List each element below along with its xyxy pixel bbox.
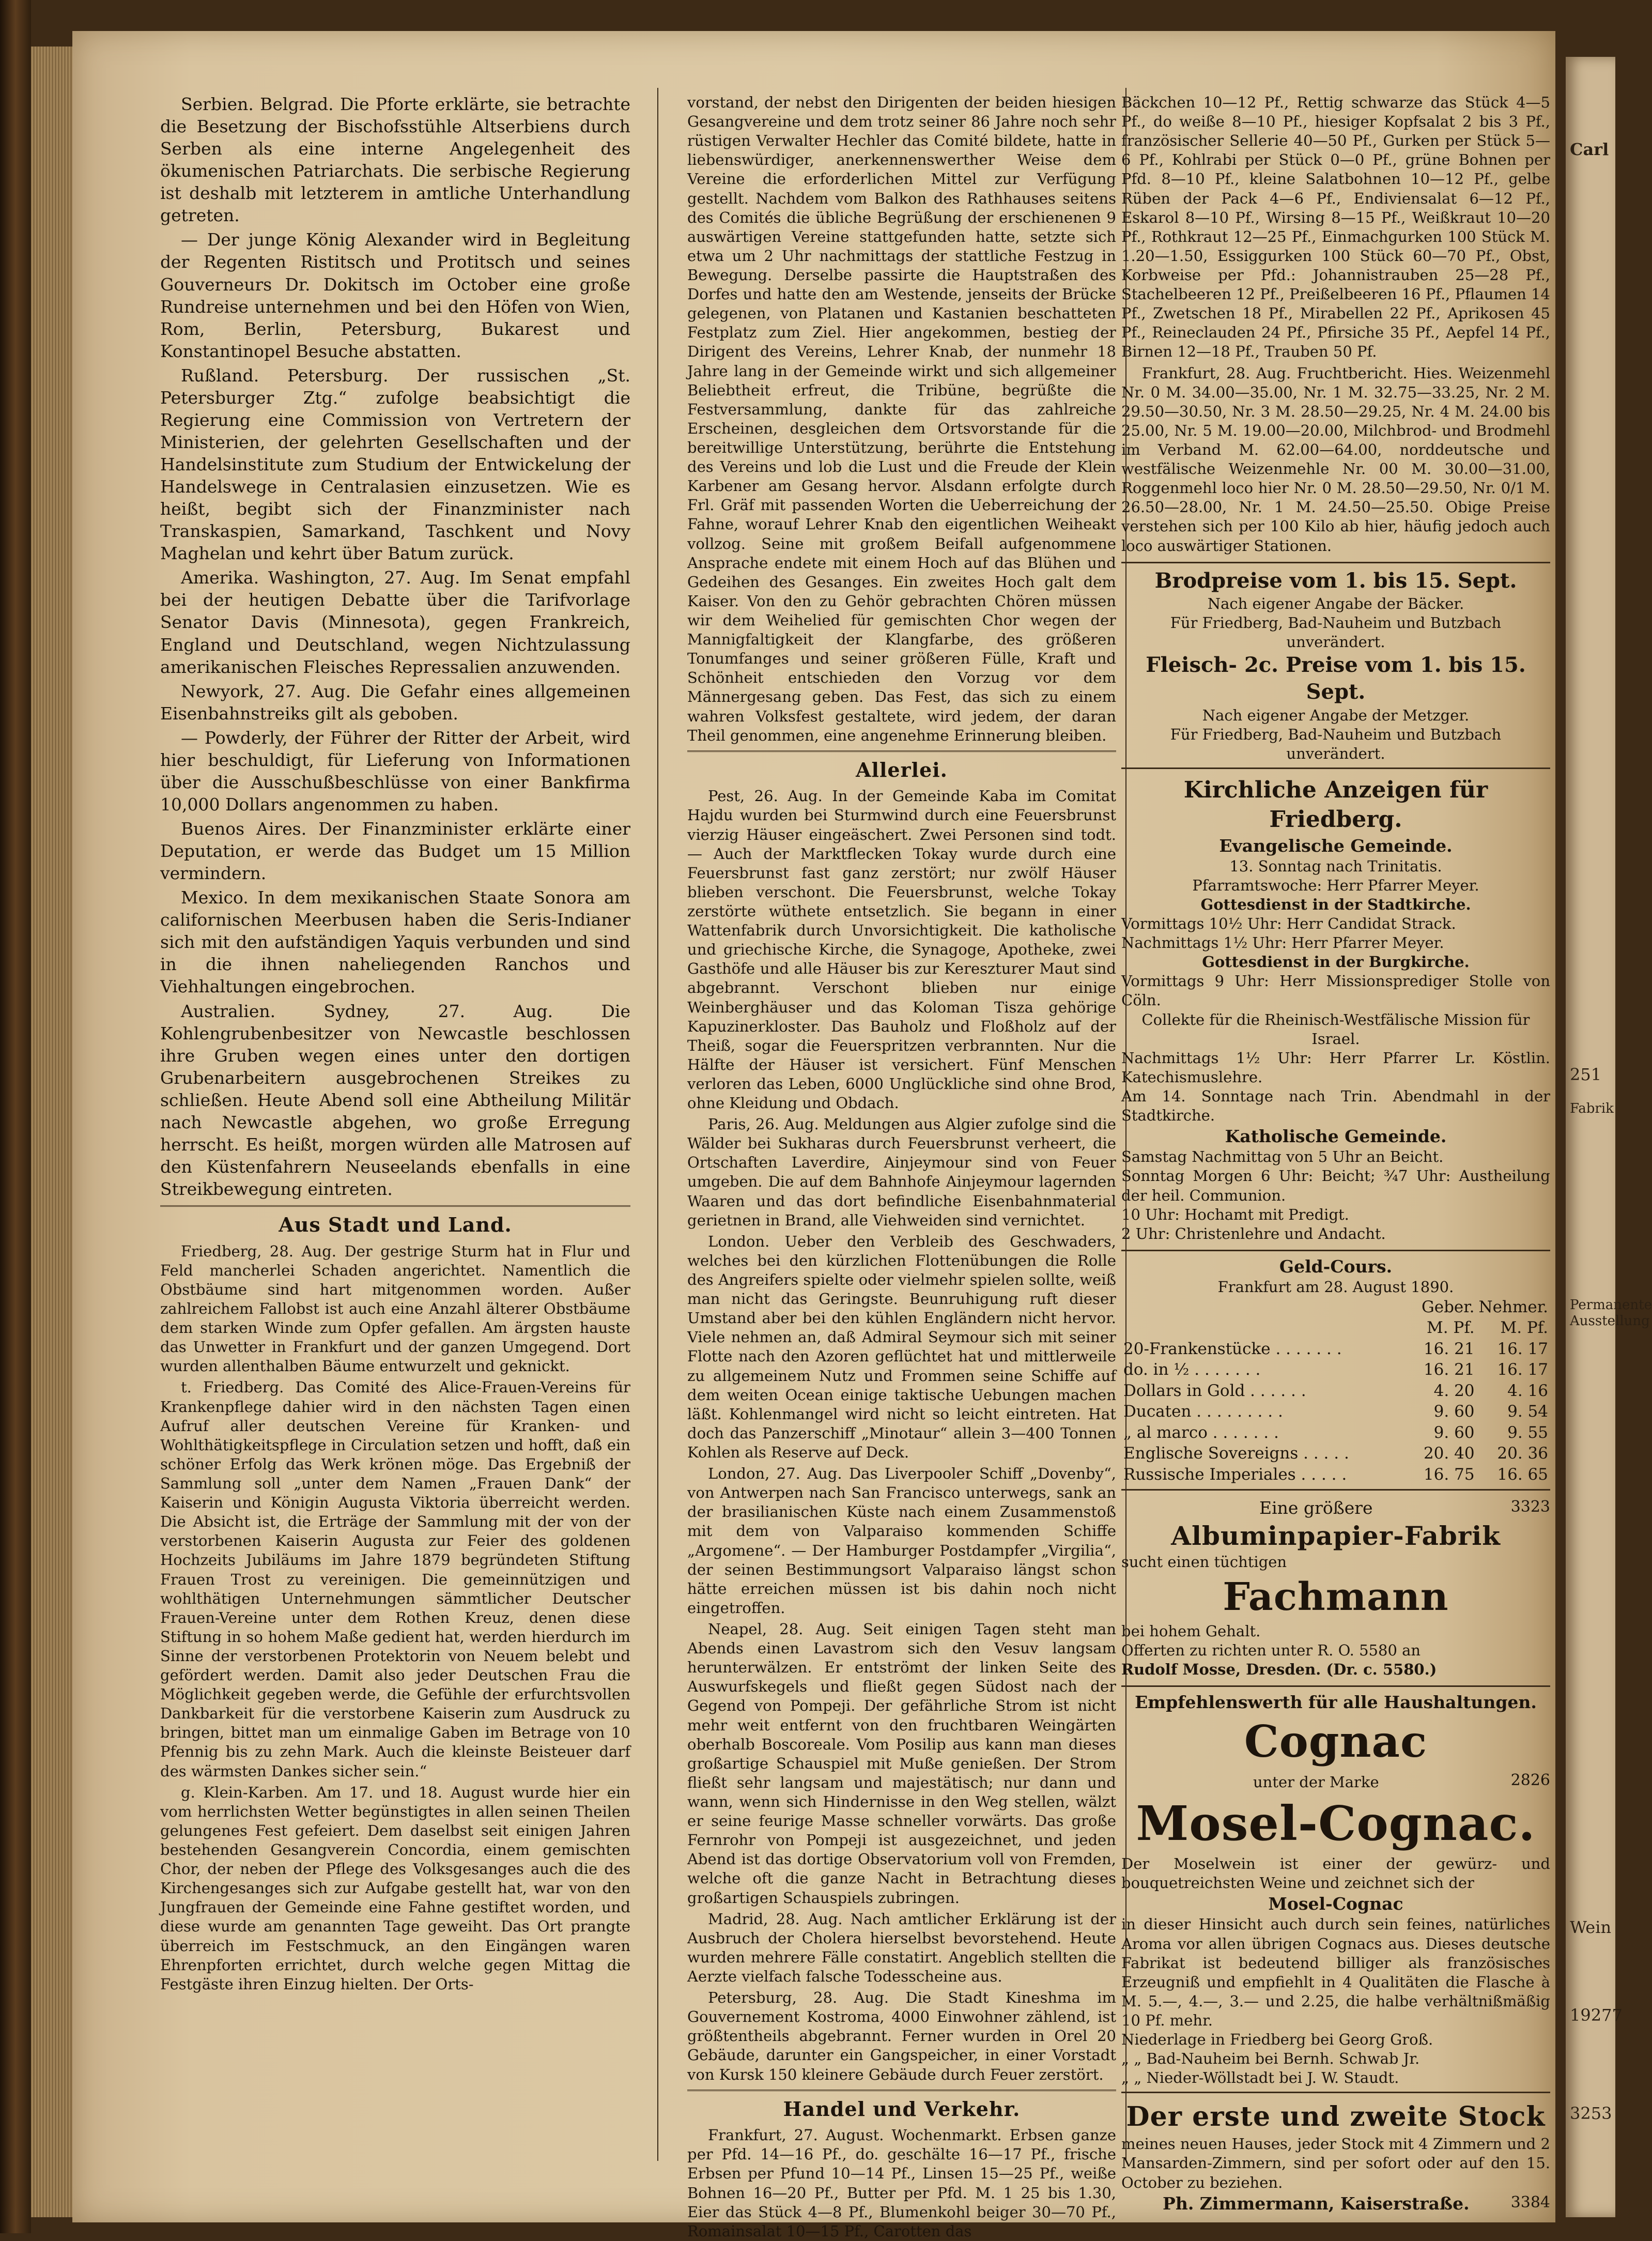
evangelical-title: Evangelische Gemeinde.: [1219, 835, 1453, 856]
article-petersburg: Petersburg, 28. Aug. Die Stadt Kineshma im Gouvernement Kostroma, 4000 Einwohner zählend, ist größtentheils abgebrannt. Ferner wurden in Orel 20 Gebäude, darunter ein Gangspeicher, in einer Vorstadt von Kursk 150 kleinere Gebäude durch Feuer zerstört.: [687, 1989, 1116, 2083]
article-alice-verein: t. Friedberg. Das Comité des Alice-Frauen-Vereins für Krankenpflege dahier wird in den nächsten Tagen einen Aufruf aller deutschen Vereine für Kranken- und Wohlthätigkeitspflege in Circulation setzen und hofft, daß ein schöner Erfolg das Werk krönen möge. Das Ergebniß der Sammlung soll „unter dem Namen „Frauen Dank“ der Kaiserin und Königin Augusta Viktoria überreicht werden. Die Absicht ist, die Erträge der Sammlung mit der von der verstorbenen Kaiserin Augusta zur Feier des goldenen Hochzeits Jubiläums im Jahre 1879 begründeten Stiftung Frauen Trost zu vereinigen. Die gemeinnützigen und wohlthätigen Unternehmungen sämmtlicher Deutscher Frauen-Vereine unter dem Rothen Kreuz, denen diese Stiftung in so hohem Maße gedient hat, werden hierdurch im Sinne der verstorbenen Protektorin von Neuem belebt und gefördert werden. Damit also jeder Deutschen Frau die Möglichkeit gegeben werde, die Gefühle der erfurchtsvollen Dankbarkeit für die verstorbene Kaiserin zum Ausdruck zu bringen, bittet man um einmalige Gaben im Betrage von 10 Pfennig bis zu zehn Mark. Auch die kleinste Beisteuer darf des wärmsten Dankes sicher sein.“: [160, 1378, 630, 1780]
ad-albumin-line-3: Rudolf Mosse, Dresden. (Dr. c. 5580.): [1121, 1661, 1437, 1679]
currency-ask: 4. 16: [1507, 1381, 1548, 1400]
church-notices: [1121, 775, 1550, 1244]
adjacent-fragment: Permanente Ausstellung: [1570, 1297, 1652, 1329]
ad-albumin-line-2: Offerten zu richten unter R. O. 5580 an: [1121, 1641, 1421, 1660]
article-serbien: Serbien. Belgrad. Die Pforte erklärte, sie betrachte die Besetzung der Bischofsstühle Altserbiens durch Serben als eine interne Angelegenheit des ökumenischen Patriarchats. Die serbische Regierung ist deshalb mit letzterem in amtliche Unterhandlung getreten.: [160, 94, 630, 226]
ad-albumin-title: Albuminpapier-Fabrik: [1171, 1521, 1501, 1552]
ad-albumin-intro: Eine größere: [1259, 1498, 1373, 1518]
table-row: [1121, 1422, 1550, 1443]
column-2: [687, 93, 1116, 2240]
exchange-unit-cell: M. Pf.: [1500, 1318, 1548, 1338]
evangelical-pastor-week: Pfarramtswoche: Herr Pfarrer Meyer.: [1192, 876, 1479, 894]
ad-cognac-text-1: Der Moselwein ist einer der gewürz- und bouquetreichsten Weine und zeichnet sich der: [1121, 1855, 1550, 1892]
service-burgkirche: Gottesdienst in der Burgkirche.: [1202, 953, 1470, 971]
fruchtbericht: Frankfurt, 28. Aug. Fruchtbericht. Hies. Weizenmehl Nr. 0 M. 34.00—35.00, Nr. 1 M. 32.75—33.25, Nr. 2 M. 29.50—30.50, Nr. 3 M. 28.50—29.25, Nr. 4 M. 24.00 bis 25.00, Nr. 5 M. 19.00—20.00, Milchbrod- und Brodmehl im Verband M. 62.00—64.00, norddeutsche und westfälische Weizenmehle Nr. 00 M. 30.00—31.00, Roggenmehl loco hier Nr. 0 M. 28.50—29.50, Nr. 0/1 M. 26.50—28.00, Nr. 1 M. 24.50—25.50. Obige Preise verstehen sich per 100 Kilo ab hier, häufig jedoch auch loco auswärtiger Stationen.: [1121, 364, 1550, 555]
currency-name: Dollars in Gold . . . . . .: [1123, 1381, 1306, 1400]
article-london-1: London. Ueber den Verbleib des Geschwaders, welches bei den kürzlichen Flottenübungen die Rolle des Angreifers spielte oder vielmehr spielen sollte, weiß man nicht das Geringste. Beunruhigung ruft dieser Umstand aber bei den kühlen Engländern nicht hervor. Viele nehmen an, daß Admiral Seymour sich mit seiner Flotte nach den Azoren geflüchtet hat und mittlerweile zu allgemeinem Nutz und Frommen seine Schiffe auf dem weiten Ocean einige taktische Uebungen machen läßt. Kohlenmangel wird nicht so leicht eintreten. Hat doch das Panzerschiff „Minotaur“ allein 3—400 Tonnen Kohlen als Reserve auf Deck.: [687, 1232, 1116, 1462]
ad-albumin-sub: sucht einen tüchtigen: [1121, 1553, 1287, 1571]
adjacent-fragment: 3253: [1570, 2104, 1612, 2123]
ad-albuminpapier: [1121, 1497, 1550, 1679]
meat-prices-source: Nach eigener Angabe der Metzger.: [1202, 706, 1470, 724]
exchange-unit-cell: M. Pf.: [1427, 1318, 1475, 1338]
ad-cognac-brand-big: Mosel-Cognac.: [1136, 1795, 1536, 1852]
ad-cognac-sub: unter der Marke: [1253, 1773, 1379, 1791]
section-heading-stadt-land: Aus Stadt und Land.: [160, 1205, 630, 1238]
service-stadtkirche: Gottesdienst in der Stadtkirche.: [1200, 895, 1471, 913]
ad-albumin-intro-line: [1121, 1497, 1550, 1519]
article-amerika: Amerika. Washington, 27. Aug. Im Senat empfahl bei der heutigen Debatte über die Tarifvorlage Senator Davis (Minnesota), gegen Frankreich, England und Deutschland, wegen Nichtzulassung amerikanischen Fleisches Repressalien anzuwenden.: [160, 567, 630, 677]
article-mexico: Mexico. In dem mexikanischen Staate Sonora am californischen Meerbusen haben die Seris-Indianer sich mit den aufständigen Yaquis verbunden und sind in die ihnen naheliegenden Ranchos und Viehhaltungen eingebrochen.: [160, 887, 630, 997]
ad-albumin-line-1: bei hohem Gehalt.: [1121, 1622, 1261, 1640]
table-row: [1121, 1380, 1550, 1401]
article-pest: Pest, 26. Aug. In der Gemeinde Kaba im Comitat Hajdu wurden bei Sturmwind durch eine Feuersbrunst vierzig Häuser eingeäschert. Zwei Personen sind todt. — Auch der Marktflecken Tokay wurde durch eine Feuersbrunst fast ganz zerstört; nur zwölf Häuser blieben verschont. Die Feuersbrunst, welche Tokay zerstörte wüthete entsetzlich. Sie begann in einer Wattenfabrik durch Unvorsichtigkeit. Die katholische und griechische Kirche, die Synagoge, Apotheke, zwei Gasthöfe und alle Häuser bis zur Kereszturer Maut sind abgebrannt. Verschont blieben nur einige Weinberghäuser und das Koloman Tisza gehörige Kapuzinerkloster. Das Bauholz und Floßholz auf der Theiß, sogar die Feuerspritzen verbrannten. Nur die Hälfte der Häuser ist versichert. Fünf Menschen verloren das Leben, 6000 Unglückliche sind ohne Brod, ohne Kleidung und Obdach.: [687, 787, 1116, 1112]
article-wochenmarkt: Frankfurt, 27. August. Wochenmarkt. Erbsen ganze per Pfd. 14—16 Pf., do. geschälte 16—17 Pf., frische Erbsen per Pfund 10—14 Pf., Linsen 15—25 Pf., weiße Bohnen 16—20 Pf., Butter per Pfd. M. 1 25 bis 1.30, Eier das Stück 4—8 Pf., Blumenkohl beiger 30—70 Pf., Romainsalat 10—15 Pf., Carotten das: [687, 2126, 1116, 2240]
article-klein-karben: g. Klein-Karben. Am 17. und 18. August wurde hier ein vom herrlichsten Wetter begünstigtes in allen seinen Theilen gelungenes Fest gefeiert. Dem daselbst seit einigen Jahren bestehenden Gesangverein Concordia, einem gemischten Chor, der neben der Pflege des Volksgesanges auch die des Kirchengesanges sich zur Aufgabe gestellt hat, war von den Jungfrauen der Gemeinde eine Fahne gestiftet worden, und diese wurde am genannten Tage geweiht. Das Ort prangte überreich im Festschmuck, an den Eingängen waren Ehrenpforten errichtet, durch welche gegen Mittag die Festgäste ihren Einzug hielten. Der Orts-: [160, 1783, 630, 1993]
bread-prices-title: Brodpreise vom 1. bis 15. Sept.: [1154, 568, 1517, 593]
currency-bid: 20. 40: [1423, 1444, 1475, 1463]
currency-bid: 4. 20: [1433, 1381, 1475, 1400]
table-row: [1121, 1359, 1550, 1380]
adjacent-fragment: Carl: [1570, 140, 1609, 159]
currency-ask: 16. 65: [1497, 1465, 1548, 1484]
ad-cognac-title: Cognac: [1244, 1716, 1428, 1768]
currency-ask: 16. 17: [1497, 1360, 1548, 1379]
article-newyork: Newyork, 27. Aug. Die Gefahr eines allgemeinen Eisenbahnstreiks gilt als geboben.: [160, 681, 630, 724]
article-london-2: London, 27. Aug. Das Liverpooler Schiff „Dovenby“, von Antwerpen nach San Francisco unterwegs, sank an der brasilianischen Küste nach einem Zusammenstoß mit dem von Valparaiso kommenden Schiffe „Argomene“. — Der Hamburger Postdampfer „Virgilia“, der seinen Bestimmungsort Valparaiso längst schon hätte erreichen müssen ist bis dahin noch nicht eingetroffen.: [687, 1465, 1116, 1617]
bread-prices-note: Für Friedberg, Bad-Nauheim und Butzbach unverändert.: [1170, 613, 1502, 651]
evangelical-sunday: 13. Sonntag nach Trinitatis.: [1229, 857, 1442, 875]
article-madrid: Madrid, 28. Aug. Nach amtlicher Erklärung ist der Ausbruch der Cholera hierselbst bevorstehend. Heute wurden mehrere Fälle constatirt. Angeblich stellten die Aerzte vielfach falsche Todesscheine aus.: [687, 1910, 1116, 1985]
exchange-header-cell: Geber.: [1421, 1298, 1475, 1317]
currency-name: Ducaten . . . . . . . . .: [1123, 1402, 1283, 1421]
service-line-6: Am 14. Sonntage nach Trin. Abendmahl in der Stadtkirche.: [1121, 1087, 1550, 1125]
ad-wohnung: [1121, 2099, 1550, 2214]
ad-wohnung-code: 3384: [1510, 2193, 1550, 2212]
service-line-4: Collekte für die Rheinisch-Westfälische Mission für Israel.: [1141, 1010, 1530, 1048]
price-notices: [1121, 562, 1550, 769]
ad-cognac-text-2: in dieser Hinsicht auch durch sein feines, natürliches Aroma vor allen übrigen Cognacs aus. Dieses deutsche Fabrikat ist bedeutend billiger als französisches Erzeugniß und empfiehlt in 4 Qualitäten die Flasche à M. 5.—, 4.—, 3.— und 2.25, die halbe verhältnißmäßig 10 Pf. mehr.: [1121, 1915, 1550, 2030]
currency-name: 20-Frankenstücke . . . . . . .: [1123, 1339, 1342, 1358]
article-neapel: Neapel, 28. Aug. Seit einigen Tagen steht man Abends einen Lavastrom sich den Vesuv langsam herunterwälzen. Er entströmt der linken Seite des Auswurfskegels und fließt gegen Südost nach der Gegend von Pompeji. Der gefährliche Strom ist nicht mehr weit entfernt von den fruchtbaren Weingärten oberhalb Boscoreale. Vom Posilip aus kann man dieses großartige Schauspiel mit Muße genießen. Der Strom fließt sehr langsam und majestätisch; nur dann und wann, wenn sich Hindernisse in den Weg stellen, wälzt er seine feurige Masse schneller vorwärts. Das große Fernrohr von Pompeji ist ausgezeichnet, und jeden Abend ist das dortige Observatorium voll von Fremden, welche oft die ganze Nacht in Betrachtung dieses großartigen Schauspiels zubringen.: [687, 1620, 1116, 1907]
column-3: [1121, 93, 1550, 2214]
article-klein-karben-cont: vorstand, der nebst den Dirigenten der beiden hiesigen Gesangvereine und dem trotz seiner 86 Jahre noch sehr rüstigen Verwalter Hechler das Comité bildete, hatte in liebenswürdiger, anerkennenswerther Weise dem Vereine die erforderlichen Mittel zur Verfügung gestellt. Nachdem vom Balkon des Rathhauses seitens des Comités die übliche Begrüßung der erschienenen 9 auswärtigen Vereine stattgefunden hatte, setzte sich etwa um 2 Uhr nachmittags der stattliche Festzug in Bewegung. Derselbe passirte die Hauptstraßen des Dorfes und hatte den am Westende, jenseits der Brücke gelegenen, von Platanen und Kastanien beschatteten Festplatz zum Ziel. Hier angekommen, bestieg der Dirigent des Vereins, Lehrer Knab, der nunmehr 18 Jahre lang in der Gemeinde wirkt und sich allgemeiner Beliebtheit erfreut, die Tribüne, begrüßte die Festversammlung, dankte für das zahlreiche Erscheinen, desgleichen dem Ortsvorstande für die bereitwillige Unterstützung, berührte die Entstehung des Vereins und lob die Lust und die Freude der Klein Karbener am Gesang hervor. Alsdann erfolgte durch Frl. Gräf mit passenden Worten die Ueberreichung der Fahne, worauf Lehrer Knab den eigentlichen Weiheakt vollzog. Seine mit großem Beifall aufgenommene Ansprache endete mit einem Hoch auf das Blühen und Gedeihen des Gesanges. Ein zweites Hoch galt dem Kaiser. Von den zu Gehör gebrachten Chören müssen wir dem Weihelied für gemischten Chor wegen der Mannigfaltigkeit der Klangfarbe, des größeren Tonumfanges und seiner größeren Fülle, Kraft und Schönheit entschieden den Vorzug vor dem Männergesang geben. Das Fest, das sich zu einem wahren Volksfest gestaltete, wird jedem, der daran Theil genommen, eine angenehme Erinnerung bleiben.: [687, 94, 1116, 744]
currency-ask: 9. 54: [1507, 1402, 1548, 1421]
currency-name: do. in ½ . . . . . . .: [1123, 1360, 1261, 1379]
currency-bid: 9. 60: [1433, 1423, 1475, 1442]
exchange-table: [1121, 1297, 1550, 1485]
catholic-line-1: Samstag Nachmittag von 5 Uhr an Beicht.: [1121, 1148, 1444, 1166]
church-title: Kirchliche Anzeigen für Friedberg.: [1183, 776, 1488, 833]
service-line-3: Vormittags 9 Uhr: Herr Missionsprediger Stolle von Cöln.: [1121, 972, 1550, 1009]
adjacent-page-edge: [1566, 57, 1652, 2217]
exchange-title: Geld-Cours.: [1279, 1256, 1393, 1277]
adjacent-fragment: Fabrik: [1570, 1101, 1614, 1116]
ad-cognac-depot-3: „ „ Nieder-Wöllstadt bei J. W. Staudt.: [1121, 2069, 1399, 2087]
ad-cognac-code: 2826: [1510, 1771, 1550, 1790]
adjacent-fragment: 251: [1570, 1065, 1602, 1084]
exchange-unit-row: [1121, 1317, 1550, 1338]
exchange-unit-cell: [1121, 1317, 1411, 1338]
ad-cognac-sub-line: [1121, 1770, 1550, 1792]
bread-prices-source: Nach eigener Angabe der Bäcker.: [1207, 594, 1464, 612]
article-friedberg-sturm: Friedberg, 28. Aug. Der gestrige Sturm hat in Flur und Feld mancherlei Schaden angerichtet. Namentlich die Obstbäume sind hart mitgenommen worden. Außer zahlreichem Fallobst ist auch eine Anzahl älterer Obstbäume dem starken Winde zum Opfer gefallen. Am ärgsten hauste das Unwetter in Frankfurt und der ganzen Umgegend. Dort wurden allenthalben Bäume entwurzelt und geknickt.: [160, 1242, 630, 1375]
currency-bid: 16. 21: [1423, 1339, 1475, 1358]
ad-cognac-depot-2: „ „ Bad-Nauheim bei Bernh. Schwab Jr.: [1121, 2050, 1420, 2068]
exchange-rates: [1121, 1250, 1550, 1491]
currency-name: Englische Sovereigns . . . . .: [1123, 1444, 1349, 1463]
currency-ask: 9. 55: [1507, 1423, 1548, 1442]
adjacent-fragment: Wein: [1570, 1917, 1612, 1937]
ad-cognac-head: Empfehlenswerth für alle Haushaltungen.: [1135, 1692, 1537, 1713]
ad-cognac-brand: Mosel-Cognac: [1268, 1894, 1403, 1914]
currency-ask: 20. 36: [1497, 1444, 1548, 1463]
currency-bid: 16. 21: [1423, 1360, 1475, 1379]
ad-wohnung-sign-line: [1121, 2192, 1550, 2215]
article-paris: Paris, 26. Aug. Meldungen aus Algier zufolge sind die Wälder bei Sukharas durch Feuersbrunst verheert, die Ortschaften Laverdire, Ainjeymour sind von Feuer umgeben. Die auf dem Bahnhofe Ainjeymour lagernden Waaren und das dort befindliche Eisenbahnmaterial gerietnen in Brand, alle Viehweiden sind vernichtet.: [687, 1115, 1116, 1229]
ad-wohnung-title: Der erste und zweite Stock: [1126, 2101, 1546, 2133]
market-prices-cont: Bäckchen 10—12 Pf., Rettig schwarze das Stück 4—5 Pf., do weiße 8—10 Pf., hiesiger Kopfsalat 2 bis 3 Pf., französischer Sellerie 40—50 Pf., Gurken per Stück 5—6 Pf., Kohlrabi per Stück 0—0 Pf., grüne Bohnen per Pfd. 8—10 Pf., kleine Salatbohnen 10—12 Pf., gelbe Rüben der Pack 4—6 Pf., Endiviensalat 6—12 Pf., Eskarol 8—10 Pf., Wirsing 8—15 Pf., Weißkraut 10—20 Pf., Rothkraut 12—25 Pf., Einmachgurken 100 Stück M. 1.20—1.50, Essiggurken 100 Stück 60—70 Pf., Obst, Korbweise per Pfd.: Johannistrauben 25—28 Pf., Stachelbeeren 12 Pf., Preißelbeeren 16 Pf., Pflaumen 14 Pf., Zwetschen 18 Pf., Mirabellen 22 Pf., Aprikosen 45 Pf., Reineclauden 24 Pf., Pfirsiche 35 Pf., Aepfel 14 Pf., Birnen 12—18 Pf., Trauben 50 Pf.: [1121, 94, 1550, 361]
article-russland: Rußland. Petersburg. Der russischen „St. Petersburger Ztg.“ zufolge beabsichtigt die Regierung eine Commission von Vertretern der Ministerien, der gelehrten Gesellschaften und der Handelsinstitute zum Studium der Entwickelung der Handelswege in Centralasien einzusetzen. Wie es heißt, begibt sich der Finanzminister nach Transkaspien, Samarkand, Taschkent und Novy Maghelan und kehrt über Batum zurück.: [160, 365, 630, 564]
article-buenos-aires: Buenos Aires. Der Finanzminister erklärte einer Deputation, er werde das Budget um 15 Million vermindern.: [160, 819, 630, 884]
adjacent-fragment: 19277: [1570, 2005, 1623, 2025]
service-line-2: Nachmittags 1½ Uhr: Herr Pfarrer Meyer.: [1121, 934, 1444, 952]
book-binding: [0, 0, 31, 2233]
catholic-title: Katholische Gemeinde.: [1225, 1126, 1447, 1147]
exchange-subtitle: Frankfurt am 28. August 1890.: [1217, 1278, 1454, 1296]
article-powderly: — Powderly, der Führer der Ritter der Arbeit, wird hier beschuldigt, für Lieferung von Informationen über die Ausschußbeschlüsse von einer Bankfirma 10,000 Dollars angenommen zu haben.: [160, 727, 630, 815]
meat-prices-title: Fleisch- 2c. Preise vom 1. bis 15. Sept.: [1146, 653, 1526, 704]
column-1: [160, 93, 630, 2161]
table-row: [1121, 1464, 1550, 1485]
table-row: [1121, 1339, 1550, 1359]
table-row: [1121, 1443, 1550, 1464]
exchange-header-cell: [1121, 1297, 1411, 1317]
catholic-line-4: 2 Uhr: Christenlehre und Andacht.: [1121, 1224, 1386, 1242]
ad-mosel-cognac: [1121, 1685, 1550, 2093]
section-heading-handel: Handel und Verkehr.: [687, 2090, 1116, 2122]
currency-name: Russische Imperiales . . . . .: [1123, 1465, 1347, 1484]
currency-bid: 9. 60: [1433, 1402, 1475, 1421]
ad-wohnung-sign: Ph. Zimmermann, Kaiserstraße.: [1163, 2193, 1470, 2214]
article-serbien-koenig: — Der junge König Alexander wird in Begleitung der Regenten Ristitsch und Protitsch und seines Gouverneurs Dr. Dokitsch im October eine große Rundreise unternehmen und bei den Höfen von Wien, Rom, Berlin, Petersburg, Bukarest und Konstantinopel Besuche abstatten.: [160, 229, 630, 361]
currency-bid: 16. 75: [1423, 1465, 1475, 1484]
ad-cognac-depot-1: Niederlage in Friedberg bei Georg Groß.: [1121, 2031, 1433, 2049]
exchange-header-row: [1121, 1297, 1550, 1317]
catholic-line-3: 10 Uhr: Hochamt mit Predigt.: [1121, 1205, 1349, 1223]
table-row: [1121, 1401, 1550, 1422]
service-line-1: Vormittags 10½ Uhr: Herr Candidat Strack.: [1121, 915, 1456, 933]
meat-prices-note: Für Friedberg, Bad-Nauheim und Butzbach unverändert.: [1170, 725, 1502, 762]
ad-wohnung-text: meines neuen Hauses, jeder Stock mit 4 Zimmern und 2 Mansarden-Zimmern, sind per sofort oder auf den 15. October zu beziehen.: [1121, 2135, 1550, 2191]
service-line-5: Nachmittags 1½ Uhr: Herr Pfarrer Lr. Köstlin. Katechismuslehre.: [1121, 1049, 1550, 1086]
column-rule-1: [657, 88, 658, 2161]
currency-name: „ al marco . . . . . . .: [1123, 1423, 1279, 1442]
exchange-header-cell: Nehmer.: [1478, 1298, 1548, 1317]
ad-albumin-code: 3323: [1510, 1498, 1550, 1516]
ad-albumin-fachmann: Fachmann: [1223, 1574, 1449, 1619]
section-heading-allerlei: Allerlei.: [687, 750, 1116, 783]
catholic-line-2: Sonntag Morgen 6 Uhr: Beicht; ¾7 Uhr: Austheilung der heil. Communion.: [1121, 1167, 1550, 1204]
article-australien: Australien. Sydney, 27. Aug. Die Kohlengrubenbesitzer von Newcastle beschlossen ihre Gruben wegen eines unter den dortigen Grubenarbeitern ausgebrochenen Streikes zu schließen. Heute Abend soll eine Abtheilung Militär nach Newcastle abgehen, wo große Erregung herrscht. Es heißt, morgen würden alle Matrosen auf den Küstenfahrern Neuseelands ebenfalls in eine Streikbewegung eintreten.: [160, 1001, 630, 1199]
currency-ask: 16. 17: [1497, 1339, 1548, 1358]
